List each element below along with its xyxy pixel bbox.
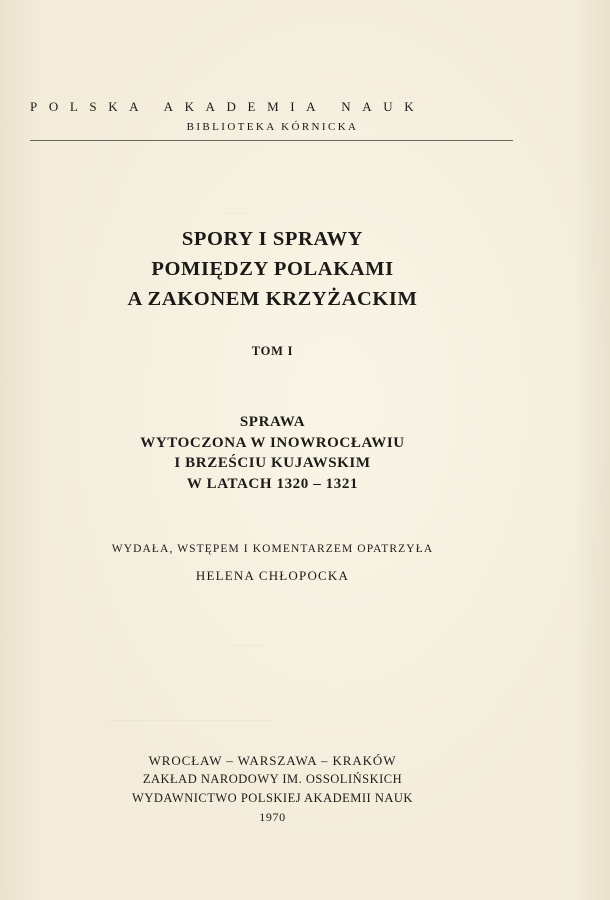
book-subtitle: [0, 412, 545, 494]
subtitle-line: SPRAWA: [239, 414, 306, 430]
title-line: A ZAKONEM KRZYŻACKIM: [127, 288, 418, 310]
title-line: SPORY I SPRAWY: [181, 228, 364, 250]
book-title: [0, 224, 545, 314]
editor-note: WYDAŁA, WSTĘPEM I KOMENTARZEM OPATRZYŁA: [111, 543, 434, 555]
bleed-through-mark: ——————————————————: [110, 715, 272, 725]
subtitle-line: WYTOCZONA W INOWROCŁAWIU: [140, 434, 405, 451]
publication-year: 1970: [259, 810, 286, 824]
editor-name: HELENA CHŁOPOCKA: [195, 568, 350, 583]
header-divider: [30, 140, 513, 141]
bleed-through-mark: ———: [225, 208, 252, 218]
subtitle-line: I BRZEŚCIU KUJAWSKIM: [174, 455, 371, 471]
publisher-cities: WROCŁAW – WARSZAWA – KRAKÓW: [148, 753, 397, 768]
library-name: BIBLIOTEKA KÓRNICKA: [186, 121, 359, 133]
publisher-block: [0, 751, 545, 827]
publisher-institute: ZAKŁAD NARODOWY IM. OSSOLIŃSKICH: [142, 772, 403, 786]
academy-name: POLSKA AKADEMIA NAUK: [30, 99, 426, 114]
bleed-through-mark: ————: [230, 640, 266, 650]
subtitle-line: W LATACH 1320 – 1321: [186, 475, 359, 492]
publisher-press: WYDAWNICTWO POLSKIEJ AKADEMII NAUK: [132, 791, 413, 805]
title-line: POMIĘDZY POLAKAMI: [151, 258, 394, 280]
volume-label: TOM I: [251, 344, 294, 358]
